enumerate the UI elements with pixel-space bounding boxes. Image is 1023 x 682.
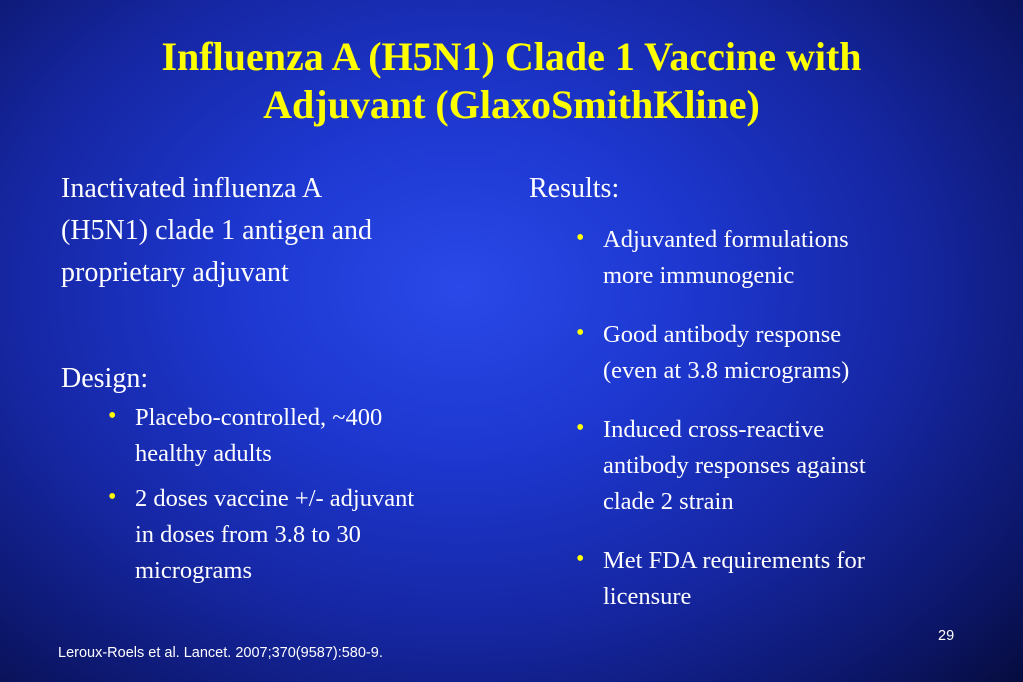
results-bullet-item <box>576 412 969 520</box>
antigen-description-line: proprietary adjuvant <box>61 257 289 288</box>
bullet-text-line: clade 2 strain <box>603 488 734 515</box>
bullet-text-line: licensure <box>603 583 692 610</box>
results-bullet-item <box>576 543 969 615</box>
bullet-text-line: Good antibody response <box>603 321 842 348</box>
right-column <box>529 168 969 615</box>
design-bullet-item <box>108 481 501 589</box>
bullet-text-line: antibody responses against <box>603 452 866 479</box>
bullet-icon: • <box>576 415 585 441</box>
bullet-icon: • <box>576 320 585 346</box>
bullet-text-line: micrograms <box>135 557 253 584</box>
bullet-text-line: Met FDA requirements for <box>603 547 865 574</box>
design-bullet-item <box>108 400 501 472</box>
page-number: 29 <box>938 628 955 644</box>
bullet-text-line: more immunogenic <box>603 262 795 289</box>
results-bullet-item <box>576 222 969 294</box>
bullet-text-line: (even at 3.8 micrograms) <box>603 357 850 384</box>
bullet-icon: • <box>108 403 117 429</box>
results-heading: Results: <box>529 173 620 204</box>
design-bullet-list <box>108 400 501 589</box>
results-bullet-item <box>576 317 969 389</box>
citation: Leroux-Roels et al. Lancet. 2007;370(9587):580-9. <box>58 645 383 661</box>
bullet-icon: • <box>108 484 117 510</box>
bullet-icon: • <box>576 546 585 572</box>
bullet-icon: • <box>576 225 585 251</box>
left-column <box>61 168 501 589</box>
bullet-text-line: in doses from 3.8 to 30 <box>135 521 361 548</box>
slide-title-line: Influenza A (H5N1) Clade 1 Vaccine with <box>161 34 862 79</box>
results-bullet-list <box>576 222 969 615</box>
bullet-text-line: Induced cross-reactive <box>603 416 825 443</box>
bullet-text-line: Placebo-controlled, ~400 <box>135 404 383 431</box>
design-heading: Design: <box>61 363 149 394</box>
antigen-description <box>61 168 501 294</box>
antigen-description-line: (H5N1) clade 1 antigen and <box>61 215 372 246</box>
bullet-text-line: 2 doses vaccine +/- adjuvant <box>135 485 415 512</box>
bullet-text-line: healthy adults <box>135 440 272 467</box>
bullet-text-line: Adjuvanted formulations <box>603 226 849 253</box>
slide-title <box>40 33 983 129</box>
slide-title-line: Adjuvant (GlaxoSmithKline) <box>263 82 760 127</box>
antigen-description-line: Inactivated influenza A <box>61 173 323 204</box>
